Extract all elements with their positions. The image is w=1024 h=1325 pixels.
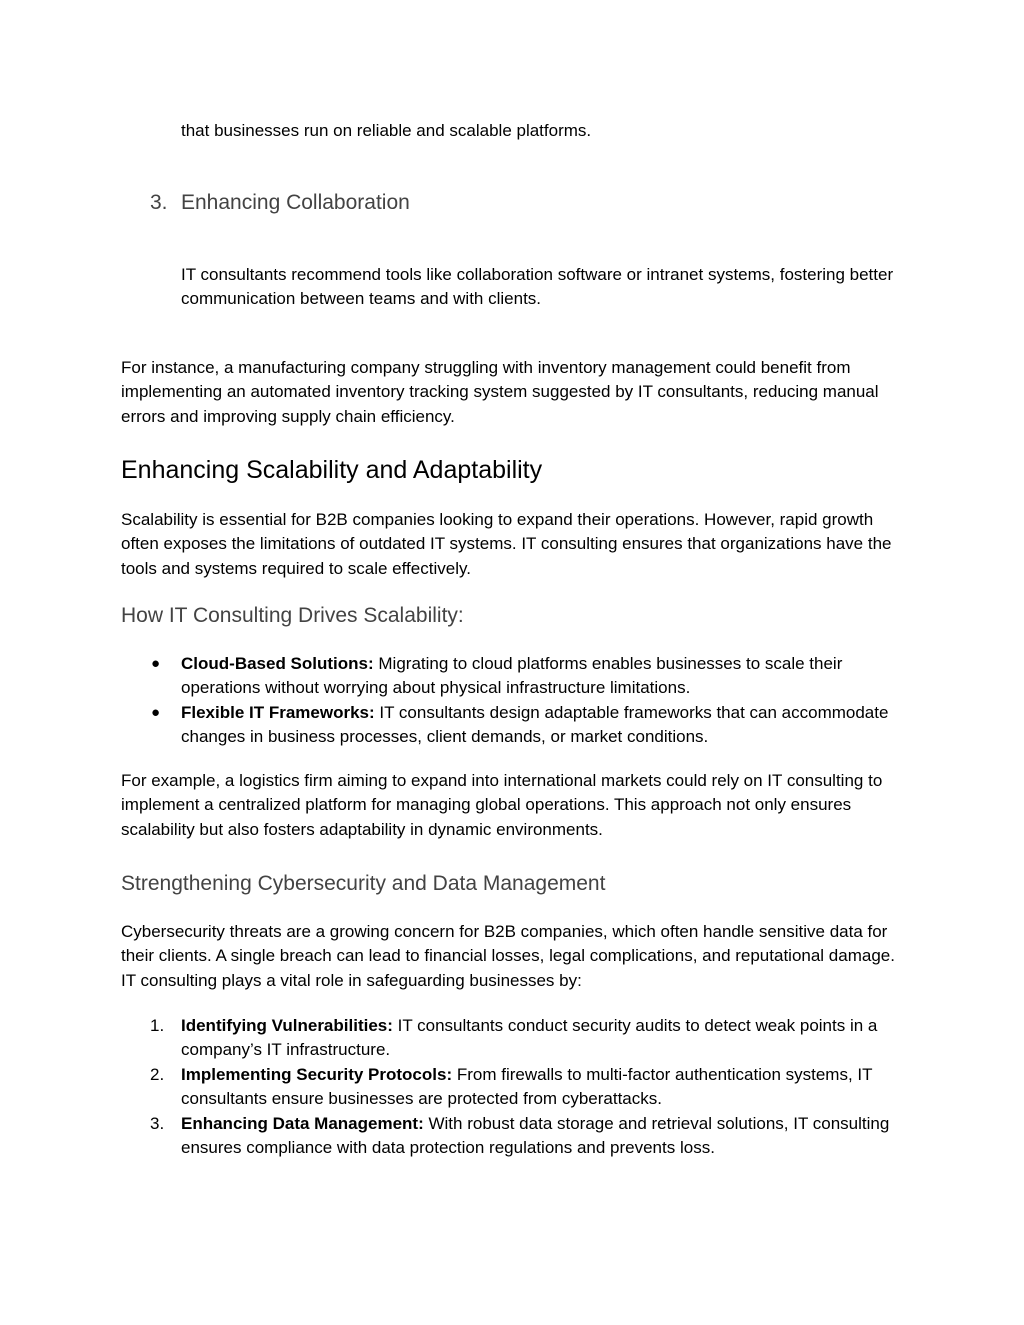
list-item [0, 1063, 1024, 1112]
list-item-title: Enhancing Data Management: [181, 1114, 424, 1133]
bullet-title: Flexible IT Frameworks: [181, 703, 375, 722]
collaboration-number: 3. [150, 191, 168, 214]
list-item-title: Identifying Vulnerabilities: [181, 1016, 393, 1035]
collaboration-heading: Enhancing Collaboration [181, 191, 410, 214]
list-item-description: From firewalls to multi-factor authentication systems, IT consultants ensure businesses are protected from cyberattacks. [181, 1065, 873, 1109]
list-item-description: IT consultants conduct security audits to detect weak points in a company’s IT infrastructure. [181, 1016, 878, 1060]
bullet-title: Cloud-Based Solutions: [181, 654, 374, 673]
collaboration-heading-row [0, 189, 1024, 219]
list-item-text [181, 1063, 906, 1112]
continuation-text: that businesses run on reliable and scalable platforms. [181, 121, 592, 140]
cybersecurity-heading: Strengthening Cybersecurity and Data Management [121, 872, 606, 895]
bullet-marker: ● [151, 655, 161, 672]
list-item [0, 1014, 1024, 1063]
list-number: 2. [150, 1065, 165, 1084]
list-item [0, 701, 1024, 750]
list-number: 3. [150, 1114, 165, 1133]
instance-paragraph: For instance, a manufacturing company struggling with inventory management could benefit from implementing an automated inventory tracking system suggested by IT consultants, reducing manual errors and improving supply chain efficiency. [121, 358, 879, 426]
bullet-text [181, 652, 906, 701]
scalability-bullet-list [0, 652, 1024, 752]
list-item-text [181, 1112, 906, 1161]
bullet-marker: ● [151, 704, 161, 721]
bullet-description: Migrating to cloud platforms enables businesses to scale their operations without worrying about physical infrastructure limitations. [181, 654, 843, 698]
list-item-description: With robust data storage and retrieval solutions, IT consulting ensures compliance with data protection regulations and prevents loss. [181, 1114, 890, 1158]
bullet-description: IT consultants design adaptable frameworks that can accommodate changes in business processes, client demands, or market conditions. [181, 703, 889, 747]
list-item [0, 1112, 1024, 1161]
scalability-heading: Enhancing Scalability and Adaptability [121, 456, 543, 484]
cybersecurity-intro: Cybersecurity threats are a growing concern for B2B companies, which often handle sensitive data for their clients. A single breach can lead to financial losses, legal complications, and reputational damage. IT consulting plays a vital role in safeguarding businesses by: [121, 922, 895, 990]
list-number: 1. [150, 1016, 165, 1035]
list-item-title: Implementing Security Protocols: [181, 1065, 453, 1084]
scalability-intro: Scalability is essential for B2B companies looking to expand their operations. However, rapid growth often exposes the limitations of outdated IT systems. IT consulting ensures that organizations have the tools and systems required to scale effectively. [121, 510, 892, 578]
cybersecurity-numbered-list [0, 1014, 1024, 1164]
list-item [0, 652, 1024, 701]
bullet-text [181, 701, 906, 750]
scalability-subheading: How IT Consulting Drives Scalability: [121, 604, 464, 627]
list-item-text [181, 1014, 906, 1063]
collaboration-body: IT consultants recommend tools like collaboration software or intranet systems, fostering better communication between teams and with clients. [181, 265, 894, 309]
scalability-example: For example, a logistics firm aiming to expand into international markets could rely on IT consulting to implement a centralized platform for managing global operations. This approach not only ensures scalability but also fosters adaptability in dynamic environments. [121, 771, 883, 839]
